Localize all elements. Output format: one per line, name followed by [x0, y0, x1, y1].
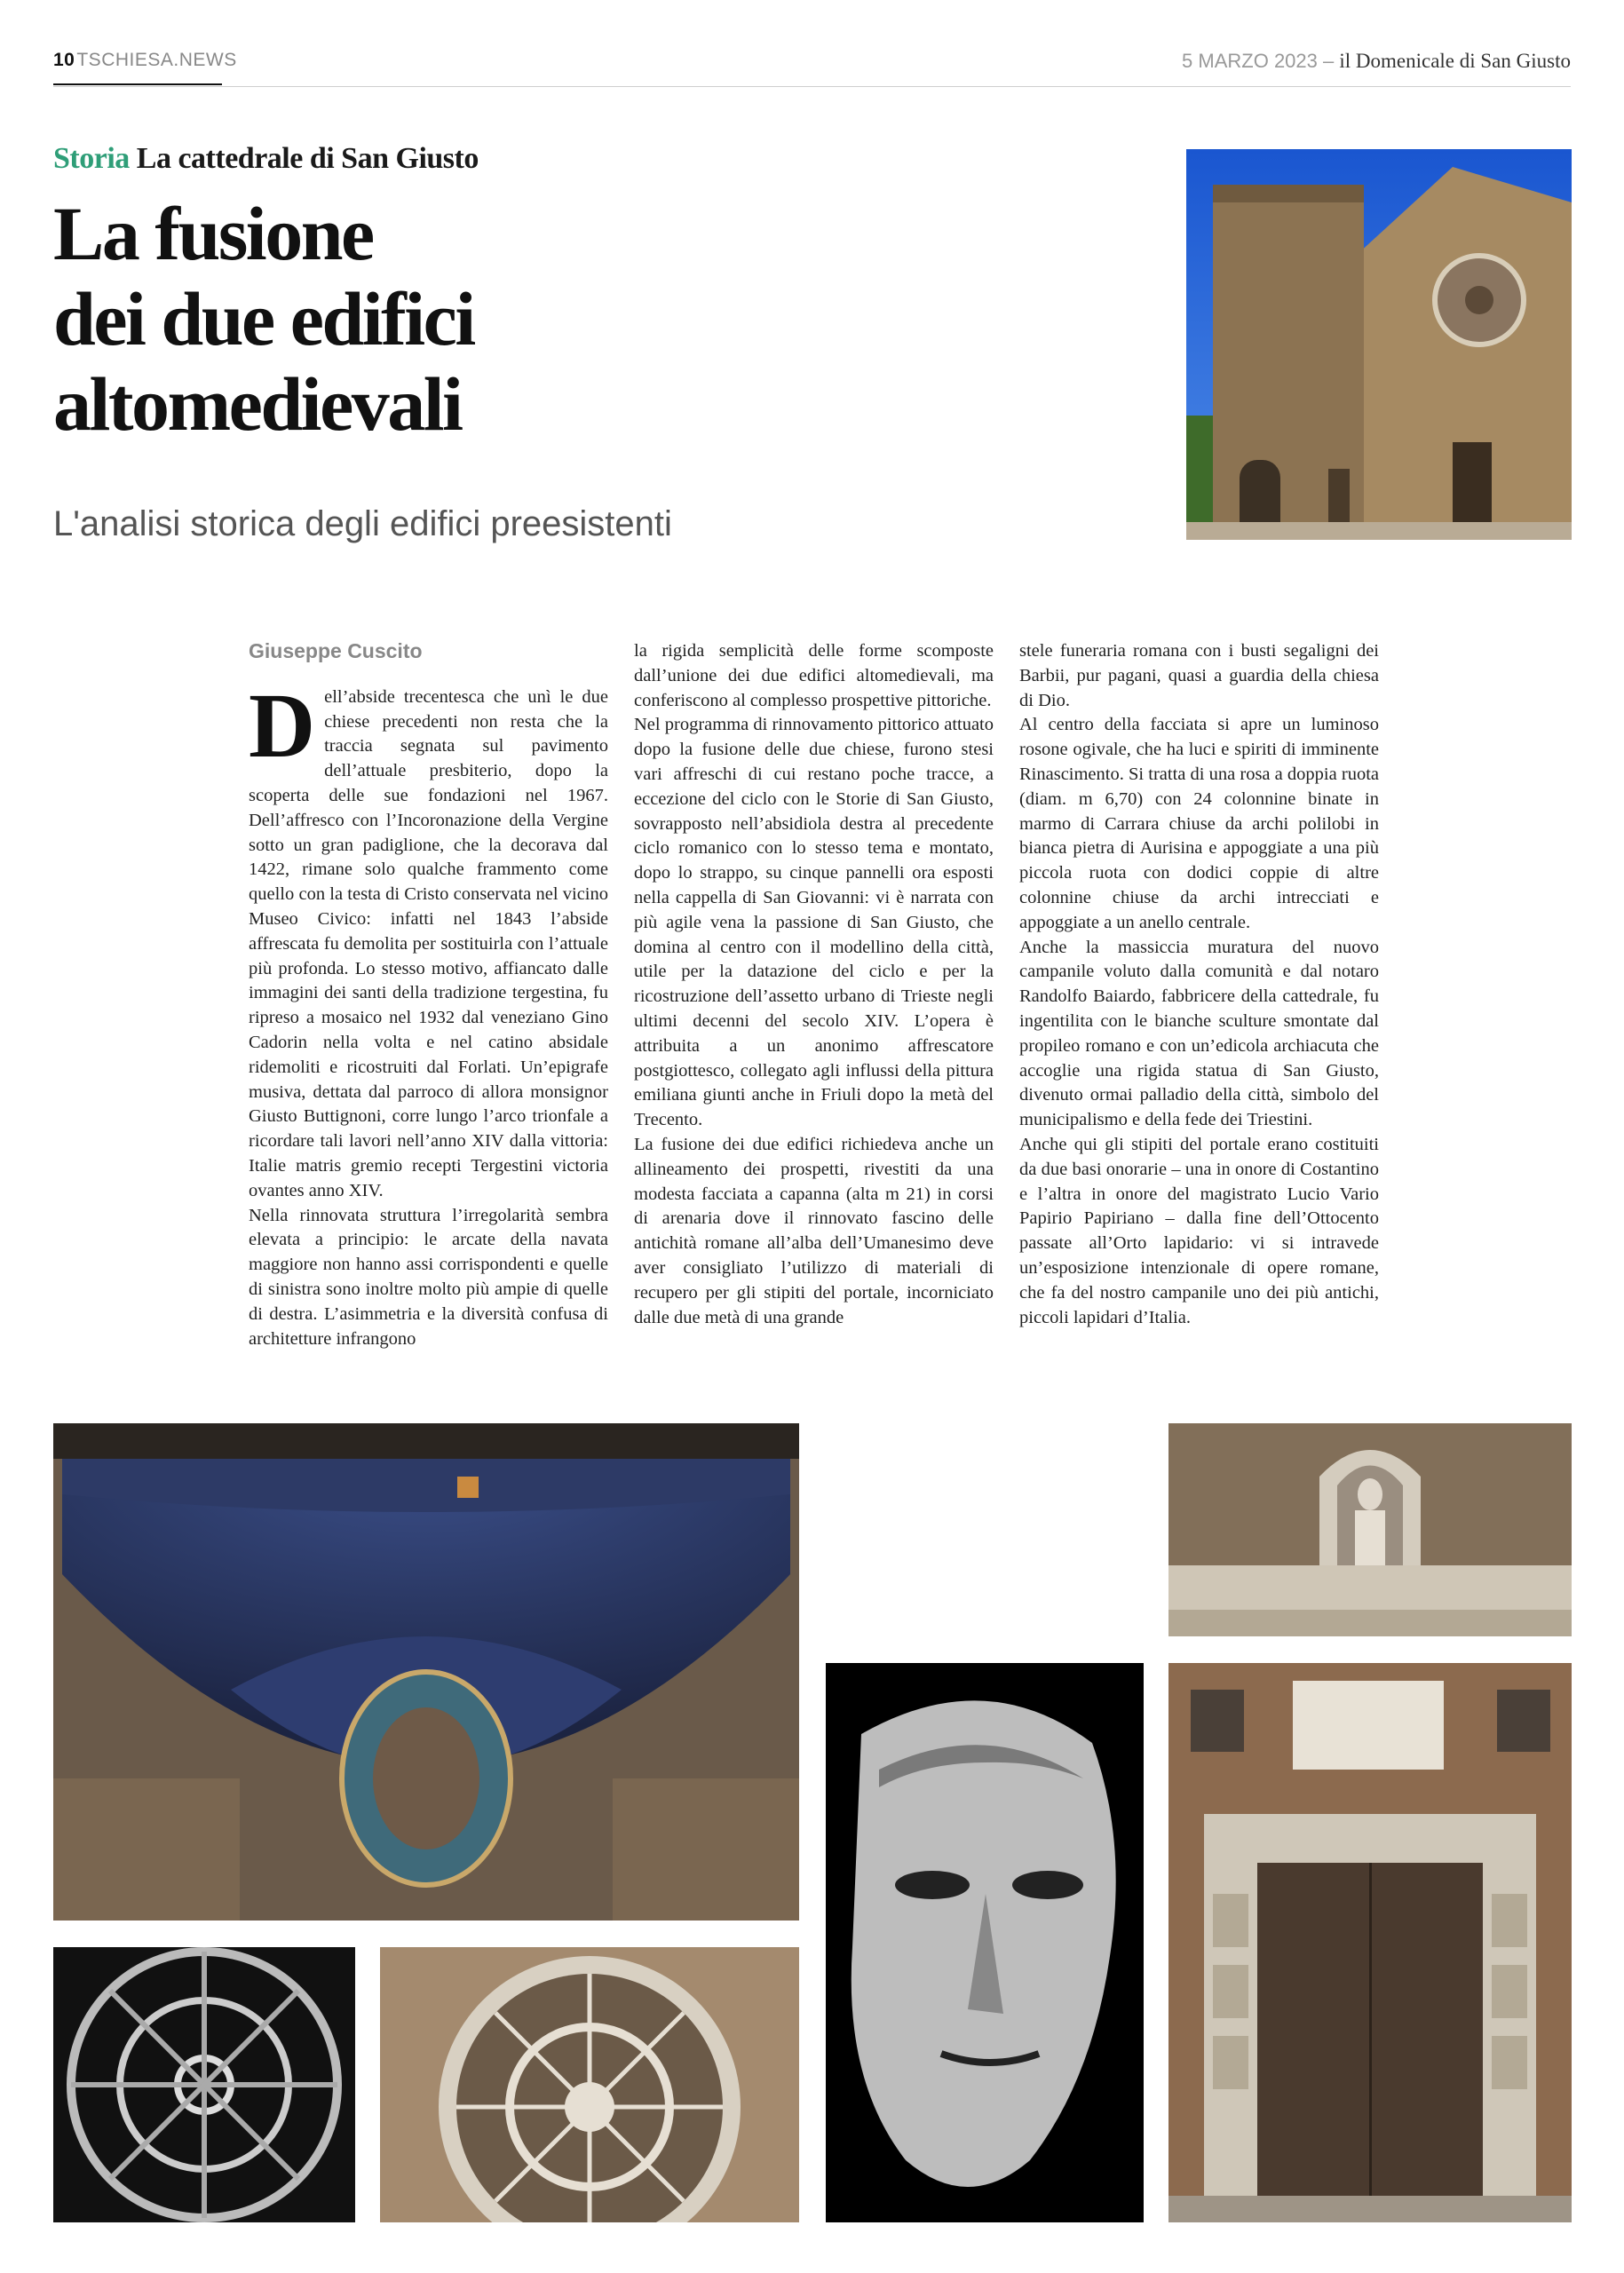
article-column-3 [1019, 639, 1379, 1330]
author-name: Giuseppe Cuscito [249, 639, 423, 662]
paragraph [249, 674, 608, 1204]
paragraph: Al centro della facciata si apre un luminoso rosone ogivale, che ha luci e spiriti di imminente Rinascimento. Si tratta di una rosa a doppia ruota (diam. m 6,70) con 24 colonnine binate in marmo di Carrara chiuse da archi polilobi in bianca pietra di Aurisina e appoggiate a una più piccola ruota con dodici coppie di altre colonnine chiuse da archi intrecciati e appoggiate a un anello centrale. [1019, 715, 1379, 932]
paragraph: Nel programma di rinnovamento pittorico attuato dopo la fusione delle due chiese, furono stesi vari affreschi di cui restano poche tracce, a eccezione del ciclo con le Storie di San Giusto, sovrapposto nell’absidiola destra al precedente ciclo romanico con lo stesso tema e montato, dopo lo strappo, su cinque pannelli ora esposti nella cappella di San Giovanni: vi è narrata con più agile vena la passione di San Giusto, che domina al centro con il modellino della città, utile per la datazione del ciclo e per la ricostruzione dell’assetto urbano di Trieste negli ultimi decenni del secolo XIV. L’opera è attribuita a un anonimo affrescatore postgiottesco, collegato agli influssi della pittura emiliana giunti anche in Friuli dopo la metà del Trecento. [634, 715, 994, 1130]
kicker-text: La cattedrale di San Giusto [136, 142, 479, 175]
kicker [53, 142, 479, 176]
issue-date: 5 MARZO 2023 – [1182, 50, 1340, 72]
paragraph: Nella rinnovata struttura l’irregolarità sembra elevata a principio: le arcate della navata maggiore non hanno assi corrispondenti e quelle di sinistra sono inoltre molto più ampie di quelle di destra. L’asimmetria e la diversità confusa di architetture infrangono [249, 1205, 608, 1349]
header-right [1182, 50, 1571, 73]
headline-line-3: altomedievali [53, 361, 462, 447]
campanile-statue-photo [1168, 1423, 1572, 1636]
header-left [53, 50, 237, 71]
headline-line-1: La fusione [53, 191, 373, 276]
bust-face-photo [826, 1663, 1144, 2222]
subtitle: L'analisi storica degli edifici preesistenti [53, 504, 672, 543]
site-name[interactable]: TSCHIESA.NEWS [76, 50, 237, 70]
page-number: 10 [53, 50, 75, 70]
paragraph: Anche la massiccia muratura del nuovo campanile voluto dalla comunità e dal notaro Randolfo Baiardo, fabbricere della cattedrale, fu ingentilita con le bianche sculture smontate dal propileo romano e con un’edicola archiacuta che accoglie una rigida statua di San Giusto, divenuto ormai palladio della città, simbolo del municipalismo e della fede dei Triestini. [1019, 937, 1379, 1130]
drop-cap: D [249, 674, 316, 777]
paragraph-text: ell’abside trecentesca che unì le due chiese precedenti non resta che la traccia segnata sul pavimento dell’attuale presbiterio, dopo la scoperta delle sue fondazioni nel 1967. Dell’affresco con l’Incoronazione della Vergine sotto un gran padiglione, che la decorava dal 1422, rimane solo qualche frammento come quello con la testa di Cristo conservata nel vicino Museo Civico: infatti nel 1843 l’abside affrescata fu demolita per sostituirla con l’attuale più profonda. Lo stesso motivo, affiancato dalle immagini dei santi della tradizione tergestina, fu ripreso a mosaico nel 1932 dal veneziano Gino Cadorin nella volta e nel catino absidale ridemoliti e ricostruiti dal Forlati. Un’epigrafe musiva, dettata dal parroco di allora monsignor Giusto Buttignoni, corre lungo l’arco trionfale a ricordare tali lavori nell’anno XIV dalla vittoria: Italie matris gremio recepti Tergestini victoria ovantes anno XIV. [249, 686, 608, 1200]
article-column-2 [634, 639, 994, 1330]
header-rule-accent [53, 83, 222, 85]
paragraph: stele funeraria romana con i busti segaligni dei Barbii, pur pagani, quasi a guardia della chiesa di Dio. [1019, 641, 1379, 710]
apse-mosaic-photo [53, 1423, 799, 1921]
paper-name: il Domenicale di San Giusto [1339, 50, 1571, 72]
paragraph: la rigida semplicità delle forme scomposte dall’unione dei due edifici altomedievali, ma conferiscono al complesso prospettive pittoriche. [634, 641, 994, 710]
rose-window-closeup-photo [53, 1947, 355, 2222]
rose-window-photo [380, 1947, 799, 2222]
cathedral-facade-photo [1186, 149, 1572, 540]
header-rule [53, 86, 1571, 87]
headline-line-2: dei due edifici [53, 276, 474, 361]
paragraph: La fusione dei due edifici richiedeva anche un allineamento dei prospetti, rivestiti da una modesta facciata a capanna (alta m 21) in corsi di arenaria dove il rinnovato fascino delle antichità romane all’alba dell’Umanesimo deve aver consigliato l’utilizzo di materiali di recupero per gli stipiti del portale, incorniciato dalle due metà di una grande [634, 1134, 994, 1327]
article-column-1 [249, 639, 608, 1351]
section-label: Storia [53, 142, 130, 175]
portal-doorway-photo [1168, 1663, 1572, 2222]
headline [53, 191, 675, 447]
paragraph: Anche qui gli stipiti del portale erano costituiti da due basi onorarie – una in onore di Costantino e l’altra in onore del magistrato Lucio Vario Papirio Papiriano – dalla fine dell’Ottocento passate all’Orto lapidario: vi si intravede un’esposizione intenzionale di opere romane, che fa del nostro campanile uno dei più antichi, piccoli lapidari d’Italia. [1019, 1134, 1379, 1327]
